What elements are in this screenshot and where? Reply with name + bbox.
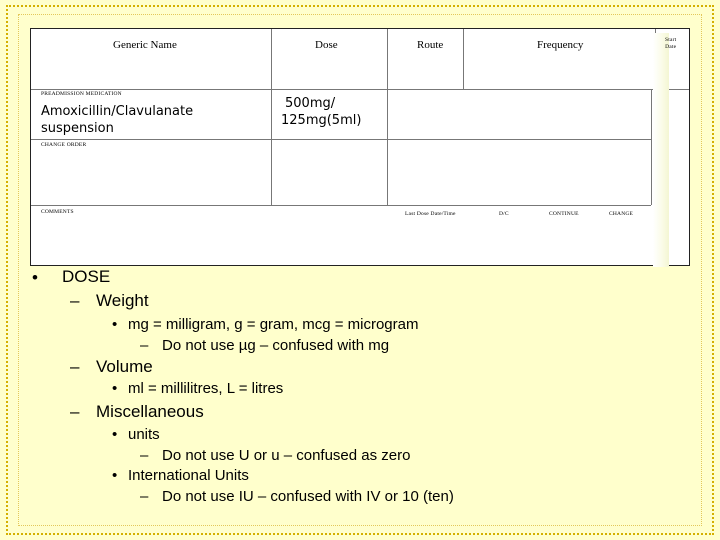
volume-units: ml = millilitres, L = litres bbox=[128, 380, 284, 397]
header-route: Route bbox=[417, 39, 444, 51]
divider bbox=[387, 89, 388, 205]
dose-line2: 125mg(5ml) bbox=[281, 113, 362, 128]
header-dose: Dose bbox=[315, 39, 338, 51]
bullet-icon: • bbox=[112, 380, 118, 397]
divider bbox=[271, 29, 272, 89]
divider bbox=[31, 89, 689, 90]
bullet-icon: • bbox=[32, 268, 38, 287]
divider bbox=[463, 29, 464, 89]
divider bbox=[271, 89, 272, 205]
units-warning: Do not use U or u – confused as zero bbox=[162, 447, 411, 464]
preadmission-label: PREADMISSION MEDICATION bbox=[41, 91, 122, 97]
misc-heading: Miscellaneous bbox=[96, 402, 204, 421]
bullet-icon: • bbox=[112, 426, 118, 443]
change-label: CHANGE bbox=[609, 211, 634, 217]
dash-icon: – bbox=[70, 402, 80, 421]
divider bbox=[31, 205, 651, 206]
header-frequency: Frequency bbox=[537, 39, 584, 51]
dose-line1: 500mg/ bbox=[285, 96, 336, 111]
intl-units-item: International Units bbox=[128, 467, 249, 484]
weight-units: mg = milligram, g = gram, mcg = microgram bbox=[128, 316, 419, 333]
medication-reconciliation-form bbox=[30, 28, 690, 266]
dash-icon: – bbox=[140, 337, 149, 354]
header-start-date: Start Date bbox=[665, 37, 677, 50]
change-order-label: CHANGE ORDER bbox=[41, 142, 87, 148]
intl-units-warning: Do not use IU – confused with IV or 10 (ten) bbox=[162, 488, 454, 505]
dash-icon: – bbox=[140, 447, 149, 464]
weight-heading: Weight bbox=[96, 291, 149, 310]
drug-name-line1: Amoxicillin/Clavulanate bbox=[41, 104, 194, 119]
units-item: units bbox=[128, 426, 160, 443]
continue-label: CONTINUE bbox=[549, 211, 579, 217]
comments-label: COMMENTS bbox=[41, 209, 74, 215]
bullet-icon: • bbox=[112, 467, 118, 484]
weight-warning: Do not use µg – confused with mg bbox=[162, 337, 390, 354]
divider bbox=[31, 139, 651, 140]
volume-heading: Volume bbox=[96, 357, 153, 376]
divider bbox=[387, 29, 388, 89]
form-edge-fade bbox=[653, 33, 669, 267]
header-generic-name: Generic Name bbox=[113, 39, 177, 51]
drug-name-line2: suspension bbox=[41, 121, 114, 136]
dash-icon: – bbox=[140, 488, 149, 505]
last-dose-label: Last Dose Date/Time bbox=[405, 211, 456, 217]
bullet-icon: • bbox=[112, 316, 118, 333]
divider bbox=[651, 89, 652, 205]
dose-heading: DOSE bbox=[62, 267, 111, 286]
dash-icon: – bbox=[70, 357, 80, 376]
dc-label: D/C bbox=[499, 211, 509, 217]
dash-icon: – bbox=[70, 291, 80, 310]
